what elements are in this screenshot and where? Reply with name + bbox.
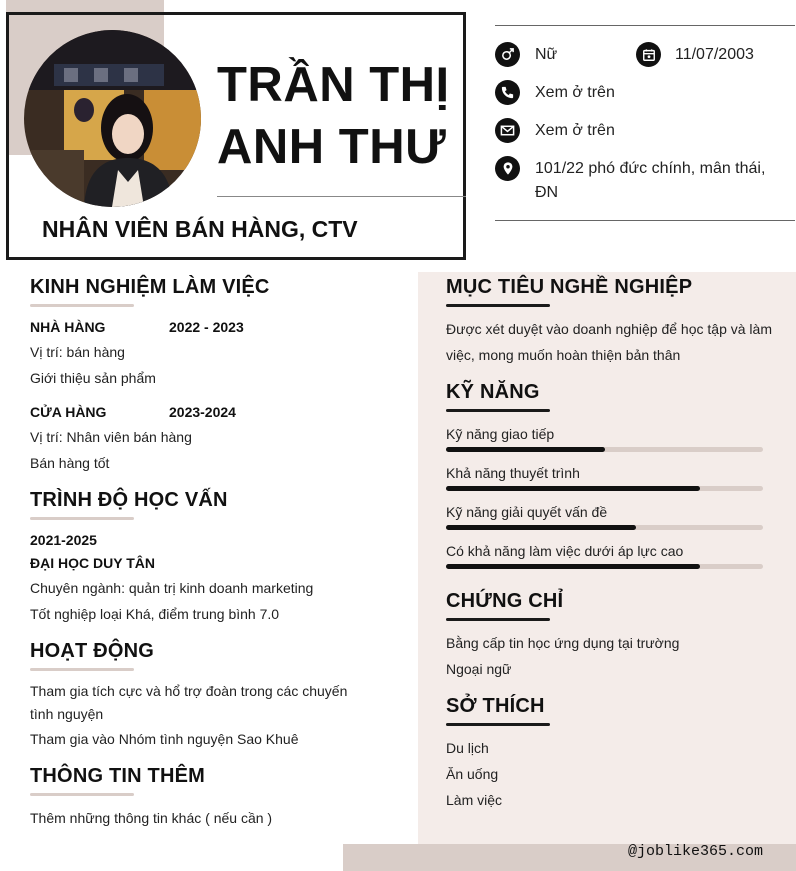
skill-1-bar (446, 447, 605, 452)
skill-3-bar (446, 525, 636, 530)
job-1-period: 2022 - 2023 (169, 319, 244, 335)
gender-icon (495, 42, 520, 67)
activity-1-line2: tình nguyện (30, 706, 104, 722)
name-divider (217, 196, 466, 197)
skills-heading-underline (446, 409, 550, 412)
skill-4-label: Có khả năng làm việc dưới áp lực cao (446, 543, 684, 559)
certificates-heading: CHỨNG CHỈ (446, 590, 564, 612)
objective-line1: Được xét duyệt vào doanh nghiệp để học tập và làm (446, 321, 772, 337)
certificates-heading-underline (446, 618, 550, 621)
location-icon (495, 156, 520, 181)
candidate-name-line1: TRẦN THỊ (217, 58, 450, 112)
education-heading: TRÌNH ĐỘ HỌC VẤN (30, 489, 228, 511)
job-1-company: NHÀ HÀNG (30, 319, 106, 335)
certificate-1: Bằng cấp tin học ứng dụng tại trường (446, 635, 680, 651)
skill-4-bar (446, 564, 700, 569)
experience-heading: KINH NGHIỆM LÀM VIỆC (30, 276, 270, 298)
skill-3-label: Kỹ năng giải quyết vấn đề (446, 504, 608, 520)
hobbies-heading-underline (446, 723, 550, 726)
activity-2: Tham gia vào Nhóm tình nguyện Sao Khuê (30, 731, 299, 747)
gender-value: Nữ (535, 46, 558, 63)
calendar-icon (636, 42, 661, 67)
hobby-2: Ăn uống (446, 766, 499, 782)
education-period: 2021-2025 (30, 532, 97, 548)
candidate-name (217, 54, 450, 178)
skill-2-bar (446, 486, 700, 491)
phone-icon (495, 80, 520, 105)
contact-divider-top (495, 25, 795, 26)
objective-heading: MỤC TIÊU NGHỀ NGHIỆP (446, 276, 693, 298)
address-line-2: ĐN (535, 184, 559, 201)
job-1-description: Giới thiệu sản phẩm (30, 370, 156, 386)
activity-1-line1: Tham gia tích cực và hổ trợ đoàn trong các chuyến (30, 683, 348, 699)
additional-info-text: Thêm những thông tin khác ( nếu cần ) (30, 810, 273, 826)
email-icon (495, 118, 520, 143)
education-school: ĐẠI HỌC DUY TÂN (30, 555, 155, 571)
experience-heading-underline (30, 304, 134, 307)
job-2-period: 2023-2024 (169, 404, 236, 420)
skill-1-label: Kỹ năng giao tiếp (446, 426, 555, 442)
phone-value: Xem ở trên (535, 84, 615, 101)
additional-info-heading-underline (30, 793, 134, 796)
address-line-1: 101/22 phó đức chính, mân thái, (535, 160, 766, 177)
hobby-1: Du lịch (446, 740, 489, 756)
certificate-2: Ngoại ngữ (446, 661, 512, 677)
skills-heading: KỸ NĂNG (446, 381, 540, 403)
education-result: Tốt nghiệp loại Khá, điểm trung bình 7.0 (30, 606, 280, 622)
birthdate-value: 11/07/2003 (675, 46, 754, 63)
education-major: Chuyên ngành: quản trị kinh doanh marketing (30, 580, 314, 596)
email-value: Xem ở trên (535, 122, 615, 139)
contact-divider-bottom (495, 220, 795, 221)
additional-info-heading: THÔNG TIN THÊM (30, 765, 206, 787)
job-1-position: Vị trí: bán hàng (30, 344, 125, 360)
activities-heading: HOẠT ĐỘNG (30, 640, 155, 662)
skill-2-label: Khả năng thuyết trình (446, 465, 580, 481)
hobby-3: Làm việc (446, 792, 503, 808)
education-heading-underline (30, 517, 134, 520)
candidate-name-line2: ANH THƯ (217, 120, 447, 174)
job-title: NHÂN VIÊN BÁN HÀNG, CTV (42, 216, 358, 242)
objective-heading-underline (446, 304, 550, 307)
job-2-position: Vị trí: Nhân viên bán hàng (30, 429, 192, 445)
job-2-description: Bán hàng tốt (30, 455, 110, 471)
avatar (24, 30, 201, 207)
watermark: @joblike365.com (628, 843, 764, 860)
activities-heading-underline (30, 668, 134, 671)
hobbies-heading: SỞ THÍCH (446, 695, 545, 717)
job-2-company: CỬA HÀNG (30, 404, 107, 420)
objective-line2: việc, mong muốn hoàn thiện bản thân (446, 347, 681, 363)
